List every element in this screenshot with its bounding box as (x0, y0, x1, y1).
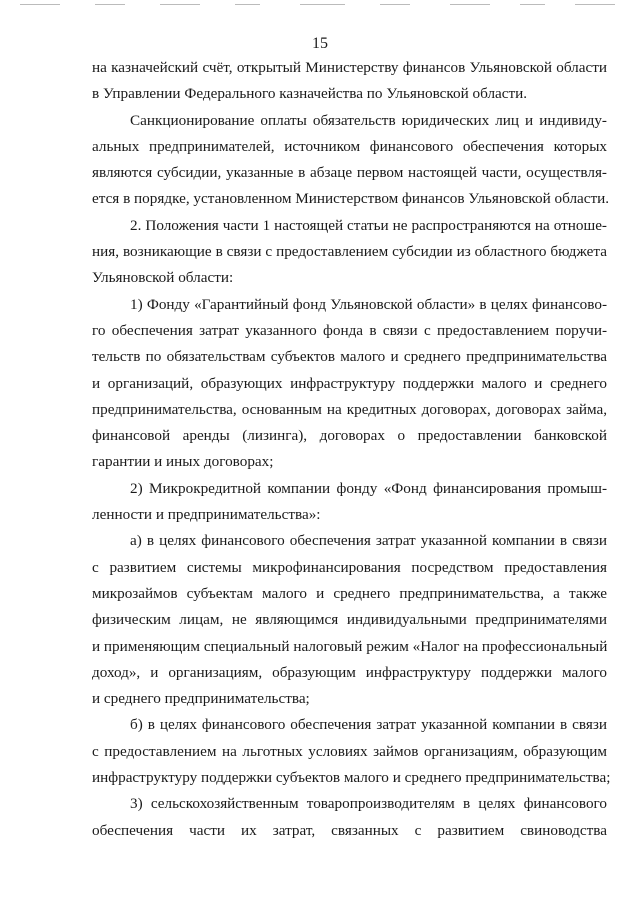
text-line: инфраструктуру поддержки субъектов малого и среднего предпринимательства; (92, 769, 611, 787)
text-line: предпринимательства, основанным на кредитных договорах, договорах займа, (92, 400, 607, 418)
text-line: финансовой аренды (лизинга), договорах о предоставлении банковской (92, 427, 607, 445)
text-line: в Управлении Федерального казначейства по Ульяновской области. (92, 85, 528, 103)
text-line: и среднего предпринимательства; (92, 690, 310, 708)
page-number: 15 (312, 35, 328, 52)
text-line: являются субсидии, указанные в абзаце первом настоящей части, осуществля- (92, 164, 607, 182)
text-line: на казначейский счёт, открытый Министерству финансов Ульяновской области (92, 59, 607, 76)
text-line: 2. Положения части 1 настоящей статьи не распространяются на отноше- (130, 216, 607, 234)
text-line: 1) Фонду «Гарантийный фонд Ульяновской области» в целях финансово- (130, 295, 607, 313)
text-line: и применяющим специальный налоговый режим «Налог на профессиональный (92, 637, 608, 655)
text-line: ния, возникающие в связи с предоставлением субсидии из областного бюджета (92, 243, 607, 261)
text-line: ленности и предпринимательства»: (92, 506, 321, 524)
text-line: с предоставлением на льготных условиях займов организациям, образующим (92, 742, 607, 760)
text-line: и организаций, образующих инфраструктуру поддержки малого и среднего (92, 374, 607, 392)
text-line: альных предпринимателей, источником финансового обеспечения которых (92, 137, 607, 155)
text-line: а) в целях финансового обеспечения затрат указанной компании в связи (130, 532, 607, 550)
text-line: 3) сельскохозяйственным товаропроизводителям в целях финансового (130, 795, 607, 813)
text-line: обеспечения части их затрат, связанных с развитием свиноводства (92, 821, 607, 839)
text-line: физическим лицам, не являющимся индивидуальными предпринимателями (92, 611, 607, 629)
text-line: го обеспечения затрат указанного фонда в связи с предоставлением поручи- (92, 321, 607, 339)
text-line: микрозаймов субъектам малого и среднего предпринимательства, а также (92, 584, 607, 602)
text-line: б) в целях финансового обеспечения затрат указанной компании в связи (130, 716, 607, 734)
text-line: тельств по обязательствам субъектов малого и среднего предпринимательства (92, 348, 607, 366)
scan-edge-marks (0, 0, 640, 8)
text-line: гарантии и иных договорах; (92, 453, 274, 471)
text-line: Санкционирование оплаты обязательств юридических лиц и индивиду- (130, 111, 607, 129)
text-line: Ульяновской области: (92, 269, 234, 287)
text-line: ется в порядке, установленном Министерством финансов Ульяновской области. (92, 190, 610, 208)
text-line: доход», и организациям, образующим инфраструктуру поддержки малого (92, 663, 607, 681)
body-text (92, 55, 611, 844)
text-line: 2) Микрокредитной компании фонду «Фонд финансирования промыш- (130, 479, 607, 497)
text-line: с развитием системы микрофинансирования посредством предоставления (92, 558, 607, 576)
